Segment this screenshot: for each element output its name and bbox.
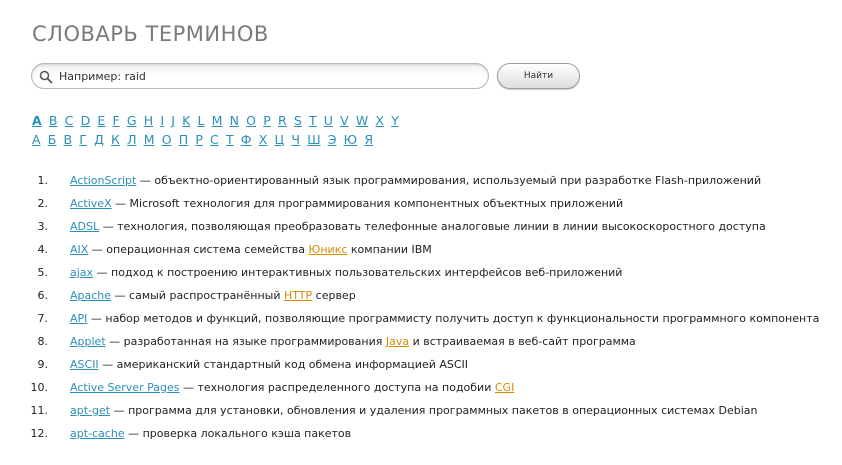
term-description: — Microsoft технология для программирования компонентных объектных приложений	[111, 197, 624, 210]
letter-link[interactable]: D	[80, 113, 91, 128]
letter-link[interactable]: Ф	[240, 132, 252, 147]
letter-link[interactable]: Я	[364, 132, 374, 147]
list-item-number: 1.	[37, 174, 48, 187]
list-item-body	[70, 404, 758, 417]
letter-link[interactable]: Д	[94, 132, 104, 147]
letter-link[interactable]: А	[32, 132, 41, 147]
list-item-number: 7.	[37, 312, 48, 325]
letter-link[interactable]: S	[293, 113, 302, 128]
cyrillic-alphabet-nav	[32, 132, 380, 147]
list-item-body	[70, 381, 514, 394]
letter-link[interactable]: E	[97, 113, 106, 128]
letter-link[interactable]: Х	[258, 132, 268, 147]
search-icon	[39, 69, 53, 83]
letter-link[interactable]: Г	[79, 132, 87, 147]
letter-link[interactable]: W	[355, 113, 369, 128]
list-item-body	[70, 266, 622, 279]
term-link[interactable]: AIX	[70, 243, 89, 256]
letter-link[interactable]: Б	[47, 132, 57, 147]
term-description: сервер	[312, 289, 356, 302]
term-description: — подход к построению интерактивных пользовательских интерфейсов веб-приложений	[93, 266, 623, 279]
letter-link[interactable]: G	[126, 113, 137, 128]
list-item-number: 4.	[37, 243, 48, 256]
letter-link[interactable]: П	[178, 132, 189, 147]
list-item-body	[70, 174, 761, 187]
term-link[interactable]: API	[70, 312, 88, 325]
term-description: — операционная система семейства	[88, 243, 309, 256]
letter-link[interactable]: T	[308, 113, 317, 128]
term-link[interactable]: ajax	[70, 266, 94, 279]
letter-link[interactable]: N	[229, 113, 239, 128]
letter-link[interactable]: Ш	[307, 132, 321, 147]
letter-link[interactable]: Т	[225, 132, 234, 147]
list-item-number: 5.	[37, 266, 48, 279]
letter-link[interactable]: О	[161, 132, 172, 147]
letter-link[interactable]: F	[112, 113, 120, 128]
related-term-link[interactable]: HTTP	[284, 289, 313, 302]
term-description: — американский стандартный код обмена информацией ASCII	[98, 358, 469, 371]
term-link[interactable]: ASCII	[70, 358, 99, 371]
letter-link[interactable]: A	[32, 113, 42, 128]
letter-link[interactable]: X	[375, 113, 384, 128]
term-link[interactable]: apt-cache	[70, 427, 125, 440]
term-link[interactable]: Active Server Pages	[70, 381, 180, 394]
list-item-body	[70, 312, 819, 325]
term-description: и встраиваемая в веб-сайт программа	[409, 335, 636, 348]
related-term-link[interactable]: CGI	[494, 381, 515, 394]
list-item-body	[70, 358, 468, 371]
letter-link[interactable]: P	[263, 113, 271, 128]
letter-link[interactable]: Ч	[291, 132, 300, 147]
letter-link[interactable]: Р	[195, 132, 203, 147]
search-button[interactable]: Найти	[497, 63, 580, 89]
letter-link[interactable]: O	[246, 113, 257, 128]
list-item-body	[70, 197, 623, 210]
letter-link[interactable]: I	[160, 113, 165, 128]
list-item-body	[70, 289, 356, 302]
search-input[interactable]	[59, 70, 488, 83]
list-item-body	[70, 335, 636, 348]
list-item-number: 11.	[30, 404, 48, 417]
letter-link[interactable]: С	[210, 132, 219, 147]
letter-link[interactable]: C	[64, 113, 74, 128]
term-description: — набор методов и функций, позволяющие программисту получить доступ к функциональности программного компонента	[87, 312, 820, 325]
letter-link[interactable]: U	[323, 113, 333, 128]
letter-link[interactable]: Y	[391, 113, 399, 128]
related-term-link[interactable]: Юникс	[308, 243, 348, 256]
term-description: — проверка локального кэша пакетов	[124, 427, 352, 440]
list-item-number: 12.	[30, 427, 48, 440]
letter-link[interactable]: L	[197, 113, 205, 128]
term-description: — объектно-ориентированный язык программирования, используемый при разработке Flash-приложений	[136, 174, 762, 187]
letter-link[interactable]: Ц	[274, 132, 285, 147]
letter-link[interactable]: B	[48, 113, 58, 128]
letter-link[interactable]: Л	[127, 132, 137, 147]
term-link[interactable]: ADSL	[70, 220, 100, 233]
letter-link[interactable]: В	[63, 132, 73, 147]
list-item-number: 8.	[37, 335, 48, 348]
list-item-number: 10.	[30, 381, 48, 394]
letter-link[interactable]: М	[143, 132, 155, 147]
list-item-number: 9.	[37, 358, 48, 371]
term-link[interactable]: ActiveX	[70, 197, 112, 210]
letter-link[interactable]: J	[171, 113, 175, 128]
letter-link[interactable]: Ю	[343, 132, 358, 147]
term-description: — технология, позволяющая преобразовать телефонные аналоговые линии в линии высокоскоростного доступа	[99, 220, 766, 233]
letter-link[interactable]: Э	[327, 132, 337, 147]
letter-link[interactable]: V	[340, 113, 349, 128]
list-item-number: 2.	[37, 197, 48, 210]
term-link[interactable]: apt-get	[70, 404, 111, 417]
list-item-number: 3.	[37, 220, 48, 233]
term-description: компании IBM	[347, 243, 432, 256]
list-item-body	[70, 220, 766, 233]
list-item-body	[70, 243, 432, 256]
term-description: — самый распространённый	[111, 289, 284, 302]
latin-alphabet-nav	[32, 113, 406, 128]
term-link[interactable]: Apache	[70, 289, 112, 302]
term-description: — разработанная на языке программирования	[105, 335, 386, 348]
letter-link[interactable]: M	[211, 113, 223, 128]
page-title: СЛОВАРЬ ТЕРМИНОВ	[32, 22, 269, 47]
letter-link[interactable]: К	[111, 132, 120, 147]
term-description: — технология распределенного доступа на подобии	[179, 381, 495, 394]
term-link[interactable]: ActionScript	[70, 174, 137, 187]
letter-link[interactable]: R	[277, 113, 287, 128]
letter-link[interactable]: K	[182, 113, 191, 128]
search-box[interactable]	[31, 63, 489, 89]
term-description: — программа для установки, обновления и удаления программных пакетов в операционных системах Debian	[110, 404, 758, 417]
term-link[interactable]: Applet	[70, 335, 106, 348]
list-item-number: 6.	[37, 289, 48, 302]
list-item-body	[70, 427, 351, 440]
letter-link[interactable]: H	[143, 113, 154, 128]
related-term-link[interactable]: Java	[385, 335, 410, 348]
